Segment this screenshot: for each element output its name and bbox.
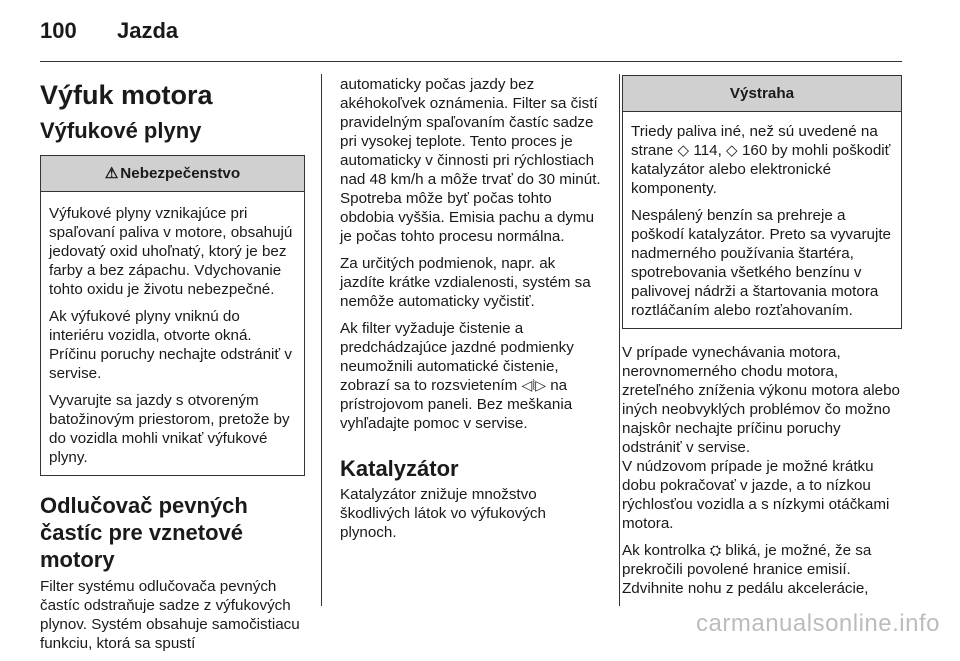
column-divider <box>619 74 620 606</box>
paragraph-text: Ak kontrolka <box>622 542 706 559</box>
paragraph-text: bliká, je možné, že sa prekročili povolené hranice emisií. Zdvihnite nohu z pedálu akcelerácie, <box>622 542 872 597</box>
section-title: Katalyzátor <box>340 456 459 481</box>
paragraph-text: na prístrojovom paneli. Bez meškania vyhľadajte pomoc v servise. <box>340 377 573 432</box>
body-paragraph: Katalyzátor znižuje množstvo škodlivých látok vo výfukových plynoch. <box>340 486 546 541</box>
column-3 <box>622 75 902 606</box>
paragraph-text: Ak filter vyžaduje čistenie a predchádzajúce jazdné podmienky neumožnili automatické čistenie, zobrazí sa to rozsvietením <box>340 320 574 394</box>
body-paragraph: Filter systému odlučovača pevných častíc odstraňuje sadze z výfukových plynov. Systém obsahuje samočistiacu funkciu, ktorá sa spustí <box>40 578 300 652</box>
section-title: Odlučovač pevných častíc pre vznetové motory <box>40 493 248 572</box>
column-2 <box>340 75 602 550</box>
section-name: Jazda <box>117 18 179 43</box>
warning-box <box>622 75 902 329</box>
danger-box-header <box>41 156 304 192</box>
danger-paragraph: Vyvarujte sa jazdy s otvoreným batožinovým priestorom, pretože by do vozidla mohli vnikať výfukové plyny. <box>49 392 290 466</box>
body-paragraph: automaticky počas jazdy bez akéhokoľvek oznámenia. Filter sa čistí pravidelným spaľovaním častíc sadze pri vysokej teplote. Tento proces je automaticky v činnosti pri rýchlostiach nad 48 km/h a môže trvať do 30 minút. Spotreba môže byť počas tohto obdobia vyššia. Emisia pachu a dymu je počas tohto procesu normálna. <box>340 76 601 245</box>
warning-triangle-icon: ⚠ <box>104 165 119 182</box>
column-1 <box>40 75 305 661</box>
particle-filter-icon: ◁⦚▷ <box>521 377 546 393</box>
danger-paragraph: Ak výfukové plyny vniknú do interiéru vozidla, otvorte okná. Príčinu poruchy nechajte odstrániť v servise. <box>49 308 292 382</box>
page-title: Výfuk motora <box>40 80 213 110</box>
danger-box <box>40 155 305 476</box>
body-paragraph <box>340 319 602 433</box>
paragraph-text: by mohli poškodiť katalyzátor alebo elektronické komponenty. <box>631 142 891 197</box>
column-divider <box>321 74 322 606</box>
body-paragraph: V núdzovom prípade je možné krátku dobu pokračovať v jazde, a to nízkou rýchlosťou vozidla a s nízkymi otáčkami motora. <box>622 458 890 532</box>
paragraph-text: Triedy paliva iné, než sú uvedené na strane <box>631 123 878 159</box>
body-paragraph: V prípade vynechávania motora, nerovnomerného chodu motora, zreteľného zníženia výkonu motora alebo iných neobvyklých problémov čo možno najskôr nechajte príčinu poruchy odstrániť v servise. <box>622 344 900 456</box>
danger-heading: Nebezpečenstvo <box>120 165 241 182</box>
body-paragraph <box>622 541 902 598</box>
page-reference[interactable]: 114 <box>693 142 718 159</box>
page-reference[interactable]: 160 <box>741 142 768 159</box>
page-number: 100 <box>40 18 77 43</box>
header-rule <box>40 61 902 62</box>
watermark: carmanualsonline.info <box>696 610 940 637</box>
danger-paragraph: Výfukové plyny vznikajúce pri spaľovaní paliva v motore, obsahujú jedovatý oxid uhoľnatý, ktorý je bez farby a bez zápachu. Vdychovanie tohto oxidu je životu nebezpečné. <box>49 205 293 298</box>
body-paragraph: Za určitých podmienok, napr. ak jazdíte krátke vzdialenosti, systém sa nemôže automaticky vyčistiť. <box>340 255 591 310</box>
page-reference-icon: ◇ <box>726 142 738 159</box>
warning-paragraph: Nespálený benzín sa prehreje a poškodí katalyzátor. Preto sa vyvarujte nadmerného používania štartéra, spotrebovania všetkého benzínu v palivovej nádrži a štartovania motora roztláčaním alebo rozťahovaním. <box>631 207 892 319</box>
warning-box-header: Výstraha <box>623 76 901 112</box>
subtitle: Výfukové plyny <box>40 118 202 143</box>
page-reference-icon: ◇ <box>677 142 690 159</box>
engine-check-icon: ⛭ <box>709 542 722 558</box>
warning-paragraph: Triedy paliva iné, než sú uvedené na strane ◇ 114, ◇ 160 by mohli poškodiť katalyzátor alebo elektronické komponenty. <box>631 123 891 197</box>
